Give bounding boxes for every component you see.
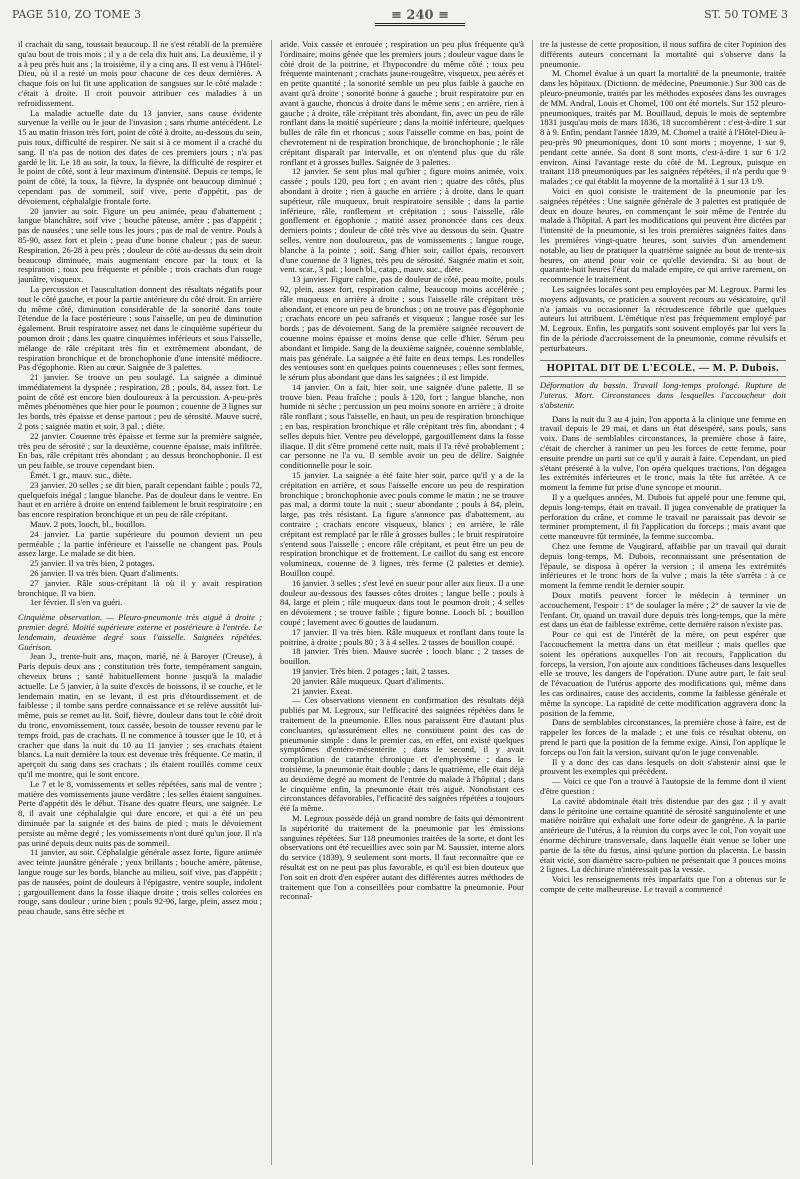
paragraph: 23 janvier. 20 selles ; se dit bien, paraît cependant faible ; pouls 72, quelquefois inégal ; langue blanche. Pas de douleur dans le ventre. En haut et en arrière à droite on entend faiblement le bruit respiratoire ; en bas encore respiration bronchique et un peu de râle crépitant. xyxy=(18,479,262,520)
paragraph: aride. Voix cassée et enrouée ; respiration un peu plus fréquente qu'à l'ordinaire, moins gênée que les premiers jours ; douleur vague dans le côté droit de la poitrine, et l'hypocondre du même côté ; toux peu fréquente maintenant ; crachats jaune-rougeâtre, visqueux, peu aérés et en petite quantité ; la sonorité semble un peu plus faible à gauche en avant qu'à droite ; sonorité bonne à gauche ; bruit respiratoire pur en avant à gauche, rhoncus à droite dans le même sens ; en arrière, rien à gauche ; à droite, râle crépitant très abondant, fin, avec un peu de râle ronflant dans la moitié supérieure ; dans la moitié inférieure, quelques bulles de râle fin et rhoncus ; sous l'aisselle comme en bas, point de chevrotement ni de respiration bronchique, de bronchophonie ; le râle crépitant disparaît par intervalle, et on n'entend plus que du râle ronflant et à grosses bulles. Saignée de 3 palettes. xyxy=(280,40,524,167)
paragraph: Dans la nuit du 3 au 4 juin, l'on apporta à la clinique une femme en travail depuis le 29 mai, et dans un état désespéré, sans pouls, sans voix. Dans de semblables circonstances, la première chose à faire, c'était de chercher à ranimer un peu les forces de cette femme, pour ensuite prendre un parti sur ce qu'il y aurait à faire. Cependant, un pied s'étant présenté à la vulve, l'on opéra quelques tractions, l'on dégagea les extrémités inférieures et le tronc, mais la tête fut arrêtée. A ce moment la femme fut prise d'une syncope et mourut. xyxy=(540,413,786,493)
paragraph: 27 janvier. Râle sous-crépitant là où il y avait respiration bronchique. Il va bien. xyxy=(18,577,262,598)
paragraph: Émét. 1 gr., mauv. suc., diète. xyxy=(30,470,132,481)
paragraph: 14 janvier. On a fait, hier soir, une saignée d'une palette. Il se trouve bien. Peau fraîche ; pouls à 120, fort ; langue blanche, non humide ni sèche ; percussion un peu moins sonore en arrière ; à droite râle ronflant ; sous l'aisselle, en haut, un peu de respiration bronchique ; en bas, respiration bronchique et râle crépitant très fin, abondant ; 4 selles depuis hier. Ventre peu développé, gargouillement dans la fosse iliaque. Il dit s'être promené cette nuit, mais il l'a rêvé probablement ; car personne ne l'a vu. Il semble avoir un peu de délire. Saignée conditionnelle pour le soir. xyxy=(280,381,524,471)
paragraph: Le 7 et le 8, vomissements et selles répétées, sans mal de ventre ; matière des vomissements jaune verdâtre ; les selles étaient sanguines. Perte d'appétit dès le début. Tisane des quatre fleurs, une saignée. Le 8, il avait une céphalalgie qui dure encore, et qui a été un peu diminuée par la saignée et des bains de pied ; mais le dévoiement persiste au même degré ; les vomissements n'ont duré qu'un jour. Il n'a pas uriné depuis deux nuits pas de sommeil. xyxy=(18,778,262,848)
paragraph: 18 janvier. Très bien. Mauve sucrée ; looch blanc ; 2 tasses de bouillon. xyxy=(280,646,524,667)
section-subtitle: Déformation du bassin. Travail long-temps prolongé. Rupture de l'uterus. Mort. Circonstances dans lesquelles l'accoucheur doit s'abstenir. xyxy=(540,380,786,410)
paragraph: 17 janvier. Il va très bien. Râle muqueux et ronflant dans toute la poitrine, à droite ; pouls 80 ; 3 à 4 selles. 2 tasses de bouillon coupé. xyxy=(280,626,524,647)
paragraph: 21 janvier. Se trouve un peu soulagé. La saignée a diminué immédiatement la dyspnée ; respiration, 28 ; pouls, 84, assez fort. Le point de côté est encore bien douloureux à la percussion. A-peu-près mêmes phénomènes que hier pour le poumon ; couenne de 3 lignes sur les bords, très épaisse et dense partout ; peu de sérosité. Mauve sucré, 2 pots ; saignée matin et soir, 3 pal. ; diète. xyxy=(18,372,262,432)
paragraph: 16 janvier. 3 selles ; s'est levé en sueur pour aller aux lieux. Il a une douleur au-dessous des fausses côtes droites ; langue belle ; pouls à 84, large et plein ; râle muqueux dans tout le poumon droit ; 4 selles en dévoiement ; se trouve faible ; figure bonne. Looch bl. ; bouillon coupé ; lavement avec 6 gouttes de laudanum. xyxy=(280,577,524,628)
paragraph: 24 janvier. La partie supérieure du poumon devient un peu perméable ; la partie inférieure et l'aisselle ne changent pas. Pouls assez large. Le malade se dit bien. xyxy=(18,528,262,559)
paragraph: M. Legroux possède déjà un grand nombre de faits qui démontrent la supériorité du traitement de la pneumonie par les émissions sanguines répétées. Sur 118 pneumonies traitées de la sorte, et dont les observations ont été recueillies avec soin par M. Saussier, interne alors du service (1839), 9 seulement sont morts. Il faut reconnaître que ce résultat est on ne peut pas plus favorable, et qu'il est bien douteux que l'on soit en droit d'en espérer autant des différentes autres méthodes de traitement que l'on a conseillées pour combattre la pneumonie. Pour reconnaî- xyxy=(280,812,524,902)
paragraph: 11 janvier, au soir. Céphalalgie générale assez forte, figure animée avec teinte jaunâtre générale ; yeux brillants ; bouche amère, pâteuse, langue rouge sur les bords, blanche au milieu, soif vive, pas d'appétit ; pas de nausées, point de douleurs à l'épigastre, ventre souple, indolent ; gargouillement dans la fosse iliaque droite ; trois selles colorées en rouge, sans douleur ; urine bien ; pouls 92-96, large, plein, assez mou ; peau chaude, sans être sèche et xyxy=(18,847,262,917)
paragraph: il crachait du sang, toussait beaucoup. Il ne s'est rétabli de la première qu'au bout de trois mois ; il y a de cela dix huit ans. La deuxième, il y a à peu près huit ans ; la troisième, il y a cinq ans. Il est venu à l'Hôtel-Dieu, où il a resté un mois pour chacune de ces deux dernières. A chaque fois on lui fit une application de sangsues sur le côté malade : c'était à droite. Il croit pouvoir attribuer ces maladies à un refroidissement. xyxy=(18,40,262,108)
paragraph: Chez une femme de Vaugirard, affaiblie par un travail qui durait depuis long-temps, M. Dubois, reconnaissant une présentation de l'épaule, se disposa à opérer la version ; il amena les extrémités inférieures et le tronc hors de la vulve ; mais la tête s'arrêta : à ce moment la femme rendit le dernier soupir. xyxy=(540,541,786,591)
column-3 xyxy=(540,40,786,1160)
paragraph: Voici en quoi consiste le traitement de la pneumonie par les saignées répétées : Une saignée générale de 3 palettes est pratiquée de deux en douze heures, en commençant le soir même de l'entrée du malade à l'hôpital. A part les modifications qui peuvent être dictées par l'intensité de la pneumonie, si les trois premières saignées faites dans les premières vingt-quatre heures, sont suivies d'un amendement notable, au lieu de pratiquer la quatrième saignée au bout de trente-six heures, on attend pour voir ce qu'elle deviendra. Si au bout de quarante-huit heures l'état du malade empire, ce qui arrive rarement, on recommence le traitement. xyxy=(540,185,786,285)
paragraph: 20 janvier. Râle muqueux. Quart d'aliments. xyxy=(292,675,444,686)
paragraph: Mauv. 2 pots, looch, bl., bouillon. xyxy=(30,519,147,530)
observation-title: Cinquième observation. — Pleuro-pneumonie très aiguë à droite ; premier degré. Moitié supérieure externe et postérieure à l'entrée. Le lendemain, deuxième degré sous l'aisselle. Saignées répétées. Guérison. xyxy=(18,612,262,652)
paragraph: La maladie actuelle date du 13 janvier, sans cause évidente survenue la veille ou le jour de l'invasion ; sans rhume antécédent. Le 15 au matin frisson très fort, point de côté à droite, au-dessous du sein, puis toux, difficulté de respirer. Ne sait si à ce moment il a craché du sang. Il n'a pas de notion des dates de ces premiers jours ; n'a pas gardé le lit. Le 18 au soir, la toux, la fièvre, la difficulté de respirer et le point de côté, sont à leur maximum d'intensité. Depuis ce temps, le point de côté, la toux, la fièvre, la dyspnée ont beaucoup diminué ; cependant pas de sommeil, soif vive, perte d'appétit, pas de dévoiement, céphalalgie frontale forte. xyxy=(18,107,262,206)
paragraph: 1er février. Il s'en va guéri. xyxy=(30,597,123,608)
paragraph: Il y a donc des cas dans lesquels on doit s'abstenir ainsi que le prouvent les exemples qui précèdent. xyxy=(540,756,786,777)
column-divider xyxy=(532,40,533,1165)
paragraph: 13 janvier. Figure calme, pas de douleur de côté, peau moite, pouls 92, plein, assez fort, respiration calme, beaucoup moins accélérée ; râle muqueux en arrière à droite ; sous l'aisselle râle crépitant très abondant, et encore un peu de bronchus ; on ne trouve pas d'égophonie ; crachats encore un peu safranés et visqueux ; langue rosée sur les bords ; pas de dévoiement. Sang de la première saignée recouvert de couenne moins épaisse et moins dense que celle d'hier. Sérum peu abondant et limpide. Sang de la deuxième saignée, couenne semblable, mais pas générale. La saignée a été faite en deux temps. Les rondelles des ventouses sont en quelques points couenneuses ; elles sont fermes, le sérum plus abondant que dans les saignées ; il est limpide. xyxy=(280,274,524,383)
column-divider xyxy=(271,40,272,1165)
page-number: ≡ 240 ≡ xyxy=(375,8,465,26)
paragraph: 15 janvier. La saignée a été faite hier soir, parce qu'il y a de la crépitation en arrière, et sous l'aisselle encore un peu de respiration bronchique ; bronchophonie avec pouls comme le matin ; ne se trouve pas mal, a dormi toute la nuit ; sueur abondante ; pouls à 84, plein, large, pas très résistant. La figure s'annonce pas d'abattement, au contraire ; crachats encore visqueux, blancs ; en arrière, le râle crépitant est remplacé par le râle à grosses bulles ; le bruit respiratoire s'entend sous l'aisselle ; encore râle crépitant, et peut être un peu de respiration bronchique et de frottement. Le caillot du sang est encore volumineux, couenne de 3 lignes, très ferme (2 palettes et demie). Bouillon coupé. xyxy=(280,470,524,579)
header-left-mark: PAGE 510, ZO TOME 3 xyxy=(12,8,141,21)
paragraph: — Voici ce que l'on a trouvé à l'autopsie de la femme dont il vient d'être question : xyxy=(540,776,786,796)
section-heading: HOPITAL DIT DE L'ECOLE. — M. P. Dubois. xyxy=(540,360,786,378)
paragraph: Voici les renseignements très imparfaits que l'on a obtenus sur le compte de cette malheureuse. Le travail a commencé xyxy=(540,874,786,894)
paragraph: tre la justesse de cette proposition, il nous suffira de citer l'opinion des différents auteurs concernant la mortalité qui s'observe dans la pneumonie. xyxy=(540,40,786,69)
paragraph: 12 janvier. Se sent plus mal qu'hier ; figure moins animée, voix cassée ; pouls 120, peu fort ; en avant rien ; quatre des côtés, plus abondant à droite ; rien à gauche en arrière ; à droite, dans le quart supérieur, râle muqueux, bruit respiratoire sensible ; dans la partie inférieure, râle, ronflement et crépitation ; sous l'aisselle, râle gonflement et égophonie ; matité assez prononcée dans ces deux derniers points ; douleur de côté très vive au dessous du sein. Quatre selles, ventre non douloureux, pas de vomissements ; langue rouge, blanche à la pointe ; soif. Sang d'hier soir, caillot épais, recouvert d'une couenne de 3 lignes, très peu de sérosité. Saignée matin et soir, vent. scar., 3 pal. ; looch bl., catap., mauv. suc., diète. xyxy=(280,166,524,275)
paragraph: Il y a quelques années, M. Dubois fut appelé pour une femme qui, depuis long-temps, était en travail. Il jugea convenable de pratiquer la perforation du crâne, et comme le travail ne paraissait pas devoir se terminer promptement, il fit l'application du forceps ; mais avant que cette manœuvre fût terminée, la femme succomba. xyxy=(540,492,786,542)
page-header xyxy=(0,8,800,26)
paragraph: Pour ce qui est de l'intérêt de la mère, on peut espérer que l'accouchement la mettra dans un état meilleur ; mais quelles que soient les opérations auxquelles l'on ait recours, l'application du forceps, la version, l'on ajoute aux conditions fâcheuses dans lesquelles elle se trouve, les dangers de l'opération. D'une autre part, le fait seul de l'évacuation de l'utérus apporte des modifications qui, même dans les cas ordinaires, cause des accidents, comme la faiblesse générale et même la syncope. La rapidité de cette modification aggravera donc la position de la femme. xyxy=(540,629,786,718)
paragraph: 20 janvier au soir. Figure un peu animée, peau d'abattement ; langue blanchâtre, soif vive ; bouche pâteuse, amère ; pas d'appétit ; pas de nausées ; une selle tous les jours ; pas de mal de ventre. Pouls à 85-90, assez fort et plein ; peau d'une bonne chaleur ; pas de sueur. Respiration, 26-28 à peu près ; douleur de côté au-dessus du sein droit beaucoup diminuée, mais augmentant encore par la toux et la respiration ; toux peu fréquente et pénible ; trois crachats d'un rouge jaunâtre, visqueux. xyxy=(18,205,262,285)
paragraph: La percussion et l'auscultation donnent des résultats négatifs pour tout le côté gauche, et pour la partie antérieure du côté droit. En arrière du même côté, diminution considérable de la sonorité dans toute l'étendue de la face postérieure ; sous l'aisselle, un peu de diminution également. Bruit respiratoire assez net dans le cinquième supérieur du poumon droit ; dans les quatre cinquièmes inférieurs et sous l'aisselle, mélange de râle crépitant très fin et extrêmement abondant, de respiration bronchique et de bronchophonie d'une intensité médiocre. Pas d'égophonie. Rien au cœur. Saignée de 3 palettes. xyxy=(18,283,262,373)
paragraph: Les saignées locales sont peu employées par M. Legroux. Parmi les moyens adjuvants, ce praticien a souvent recours au vésicatoire, qu'il n'a jamais vu occasionner la récrudescence fébrile que quelques auteurs lui attribuent. L'émétique n'est pas fréquemment employé par M. Legroux. Enfin, les purgatifs sont souvent employés par lui vers la fin de la période d'accroissement de la pneumonie, comme révulsifs et perturbateurs. xyxy=(540,283,786,353)
paragraph: 26 janvier. Il va très bien. Quart d'aliments. xyxy=(30,568,179,579)
paragraph: — Ces observations viennent en confirmation des résultats déjà publiés par M. Legroux, sur l'efficacité des saignées répétées dans le traitement de la pneumonie. Elles nous paraissent être d'autant plus concluantes, qu'assurément elles ne constituent point des cas de pneumonie simple : dans le premier cas, en effet, ont existé quelques symptômes d'entéro-mésentérite ; dans le second, il y avait complication de catarrhe chronique et d'emphysème ; dans le troisième, la pneumonie était double ; dans le quatrième, elle était déjà au deuxième degré au moment de l'entrée du malade à l'hôpital ; dans le cinquième enfin, la pneumonie était très aiguë. Nonobstant ces circonstances défavorables, l'efficacité des saignées répétées a toujours été la même. xyxy=(280,695,524,814)
paragraph: 19 janvier. Très bien. 2 potages ; lait, 2 tasses. xyxy=(292,666,450,676)
paragraph: Doux motifs peuvent forcer le médecin à terminer un accouchement, l'espoir : 1° de soulager la mère ; 2° de sauver la vie de l'enfant. Or, quand un travail dure depuis très long-temps, que la mère est dans un état de faiblesse extrême, cette dernière raison n'existe pas. xyxy=(540,590,786,630)
column-2 xyxy=(280,40,524,1160)
header-right-mark: ST. 50 TOME 3 xyxy=(704,8,788,21)
paragraph: 21 janvier. Exeat. xyxy=(292,685,353,696)
paragraph: 22 janvier. Couenne très épaisse et ferme sur la première saignée, très peu de sérosité ; sur la deuxième, couenne épaisse, mais infiltrée. En bas, râle crépitant très abondant ; au dessus bronchophonie. Il est un peu faible, se trouve cependant bien. xyxy=(18,430,262,471)
column-1 xyxy=(18,40,262,1160)
paragraph: Dans de semblables circonstances, la première chose à faire, est de rappeler les forces de la malade ; et une fois ce résultat obtenu, on prend le parti que la position de la femme exige. Ainsi, l'on applique le forceps ou l'on fait la version, suivant qu'on le juge convenable. xyxy=(540,717,786,757)
paragraph: La cavité abdominale était très distendue par des gaz ; il y avait dans le péritoine une certaine quantité de sérosité sanguinolente et une matière noirâtre qui exhalait une forte odeur de gangrène. A la partie antérieure de l'utérus, à la réunion du corps avec le col, l'on voyait une énorme déchirure transversale, dans laquelle était venue se lober une partie de la tête du fœtus, ainsi qu'une portion du placenta. Le bassin était vicié, son diamètre sacro-pubien ne présentait que 3 pouces moins 2 lignes. La déchirure n'intéressait pas la vessie. xyxy=(540,795,786,875)
paragraph: M. Chomel évalue à un quart la mortalité de la pneumonie, traitée dans les hôpitaux. (Dictionn. de médecine, Pneumonie.) Sur 300 cas de pleuro-pneumonie, traités par les méthodes exposées dans les ouvrages de MM. Andral, Louis et Chomel, 100 ont été mortels. Sur 152 pleuro-pneumoniques, traités par M. Bouillaud, depuis le mois de septembre 1831 jusqu'au mois de mars 1836, 18 succombèrent : c'est-à-dire 1 sur 8 à 9. Enfin, pendant l'année 1839, M. Chomel a traité à l'Hôtel-Dieu à-peu-près 90 pneumoniques, dont 10 sont morts ; moyenne, 1 sur 9, pendant cette année. Sa dont 8 sont morts, c'est-à-dire 1 sur 6 1/2 environ. Ainsi l'avantage reste du côté de M. Legroux, puisque en traitant 118 pneumoniques par les saignées répétées, il n'a perdu que 9 malades ; ce qui établit la moyenne de la mortalité à 1 sur 13 1/9. xyxy=(540,68,786,187)
paragraph: 25 janvier. Il va très bien, 2 potages. xyxy=(30,558,155,569)
paragraph: Jean J., trente-huit ans, maçon, marié, né à Baroyer (Creuse), à Paris depuis deux ans ; constitution très forte, tempérament sanguin, cheveux bruns ; santé habituellement bonne jusqu'à la maladie actuelle. Le 5 janvier, à la suite d'excès de boissons, il se couche, et le lendemain matin, en se levant, il est pris d'étourdissement et de faiblesse ; il tombe sans perdre connaissance et se relève aussitôt lui-même, puis se remet au lit. Soif, fièvre, douleur dans tout le côté droit du tronc, envomissement, toux cassée, besoin de tousser revenu par le temps froid, pas de crachats. Il ne commence à tousser que le 10, et à cracher que dans la nuit du 10 au 11 janvier ; ses crachats étaient blancs. La nuit dernière la toux est devenue très fréquente. Ce matin, il aperçoit du sang dans ses crachats ; ils étaient rouillés comme ceux qu'il me montre, qui le sont encore. xyxy=(18,651,262,779)
